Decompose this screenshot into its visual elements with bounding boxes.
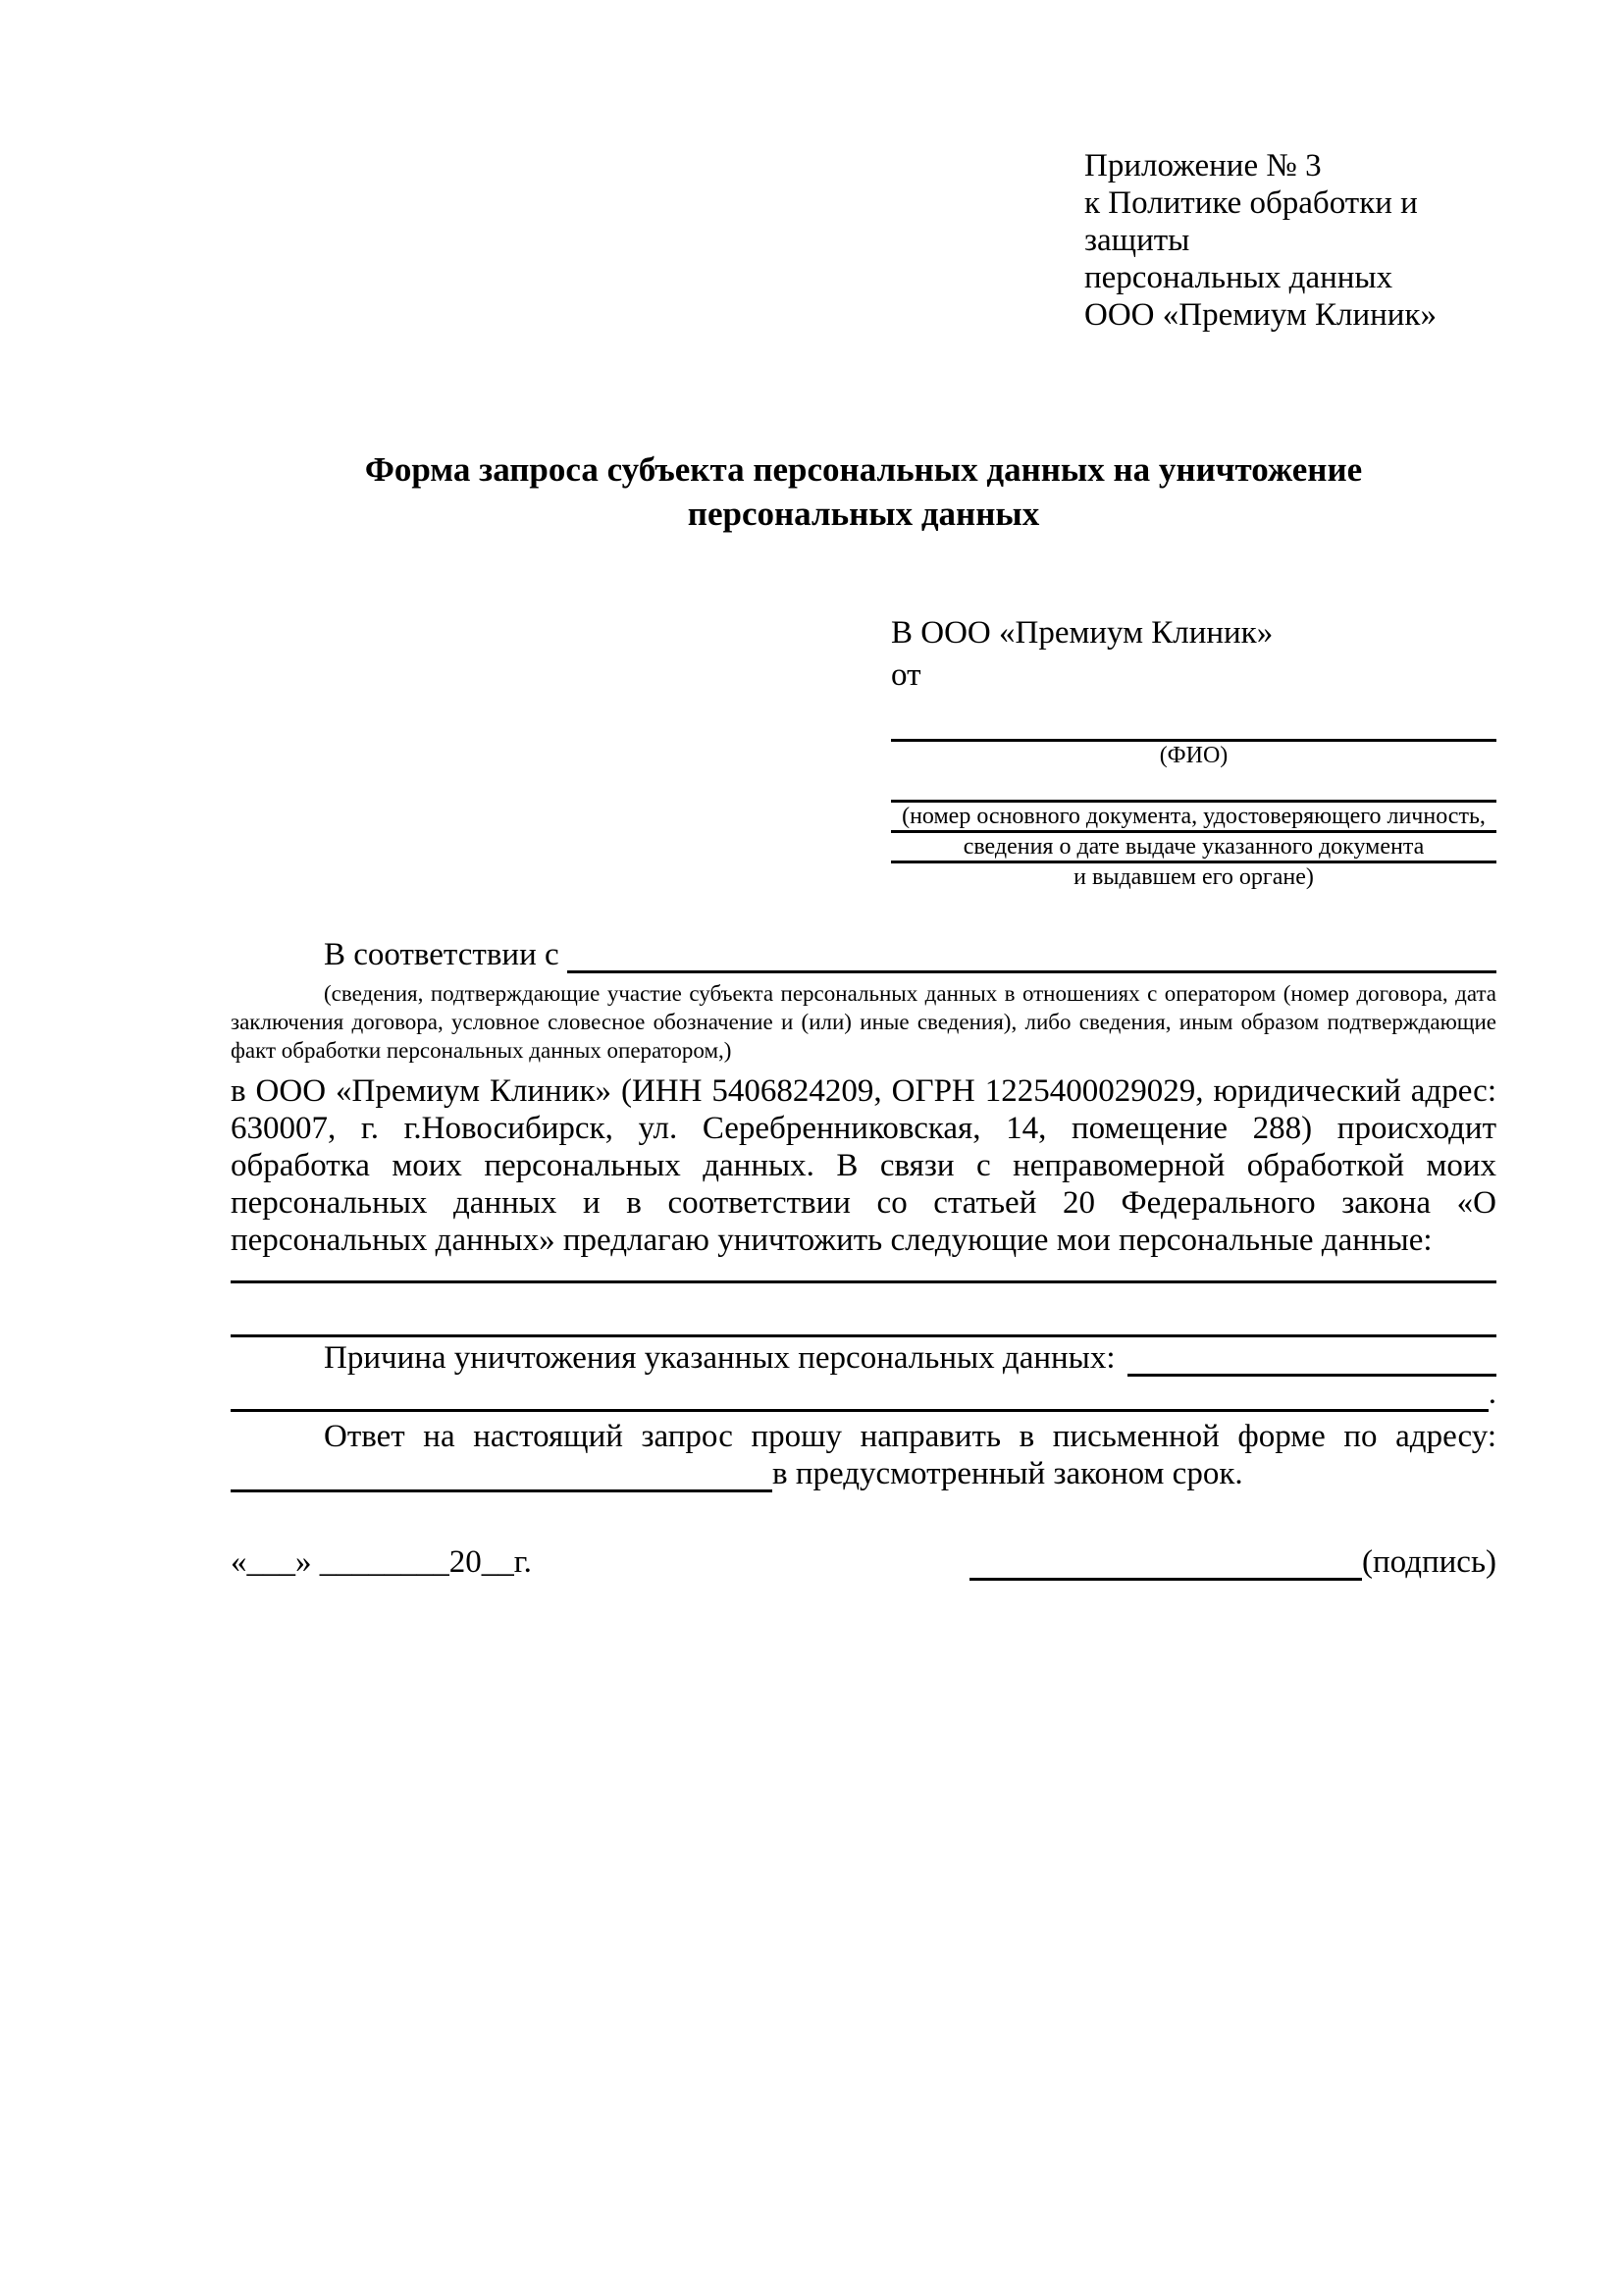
reason-blank-line [1127,1343,1496,1377]
appendix-line: Приложение № 3 [1084,148,1322,183]
addressee-to: В ООО «Премиум Клиник» [891,615,1274,651]
appendix-block [1084,147,1496,334]
appendix-line: к Политике обработки и защиты [1084,185,1418,258]
address-row [231,1455,1496,1492]
data-blank-line-2 [231,1283,1496,1337]
reason-row [231,1339,1496,1377]
line-period: . [1488,1376,1496,1411]
issue-date-label: сведения о дате выдаче указанного документа [963,834,1425,860]
footer-row [231,1543,1496,1581]
appendix-line: персональных данных [1084,260,1393,295]
document-number-label: (номер основного документа, удостоверяющего личность, [902,804,1486,829]
signature-area [969,1543,1496,1581]
date-blank: «___» ________20__г. [231,1544,532,1580]
answer-suffix: в предусмотренный законом срок. [772,1456,1243,1491]
fio-blank-line [891,694,1496,742]
issuing-authority-field [891,861,1496,891]
reason-label: Причина уничтожения указанных персональных данных: [324,1340,1116,1376]
data-blank-line-1 [231,1259,1496,1283]
appendix-line: ООО «Премиум Клиник» [1084,297,1437,333]
signature-blank-line [969,1547,1362,1581]
address-blank-line [231,1459,772,1492]
reason-continuation-row [231,1377,1496,1412]
fio-field [891,694,1496,769]
answer-paragraph: Ответ на настоящий запрос прошу направить в письменной форме по адресу: [324,1419,1496,1454]
issuing-authority-label: и выдавшем его органе) [1073,864,1314,890]
accordance-note: (сведения, подтверждающие участие субъекта персональных данных в отношениях с оператором (номер договора, дата заключения договора, условное словесное обозначение и (или) иные сведения), либо сведения, иным образом подтверждающие факт обработки персональных данных оператором,) [231,981,1496,1063]
signature-label: (подпись) [1362,1544,1496,1580]
continuation-blank-line [231,1379,1489,1412]
addressee-block [891,614,1496,891]
accordance-blank-line [567,940,1496,973]
addressee-from: от [891,657,921,693]
document-number-blank-line [891,769,1496,803]
accordance-row [231,936,1496,973]
accordance-prefix: В соответствии с [324,937,567,972]
main-paragraph: в ООО «Премиум Клиник» (ИНН 5406824209, ОГРН 1225400029029, юридический адрес: 630007, г. г.Новосибирск, ул. Серебренниковская, 14, помещение 288) происходит обработка моих персональных данных. В связи с неправомерной обработкой моих персональных данных и в соответствии со статьей 20 Федерального закона «О персональных данных» предлагаю уничтожить следующие мои персональные данные: [231,1073,1496,1258]
page-title: Форма запроса субъекта персональных данных на уничтожение персональных данных [364,450,1363,533]
fio-label: (ФИО) [1159,743,1229,768]
issue-date-field [891,830,1496,861]
document-number-field [891,769,1496,830]
